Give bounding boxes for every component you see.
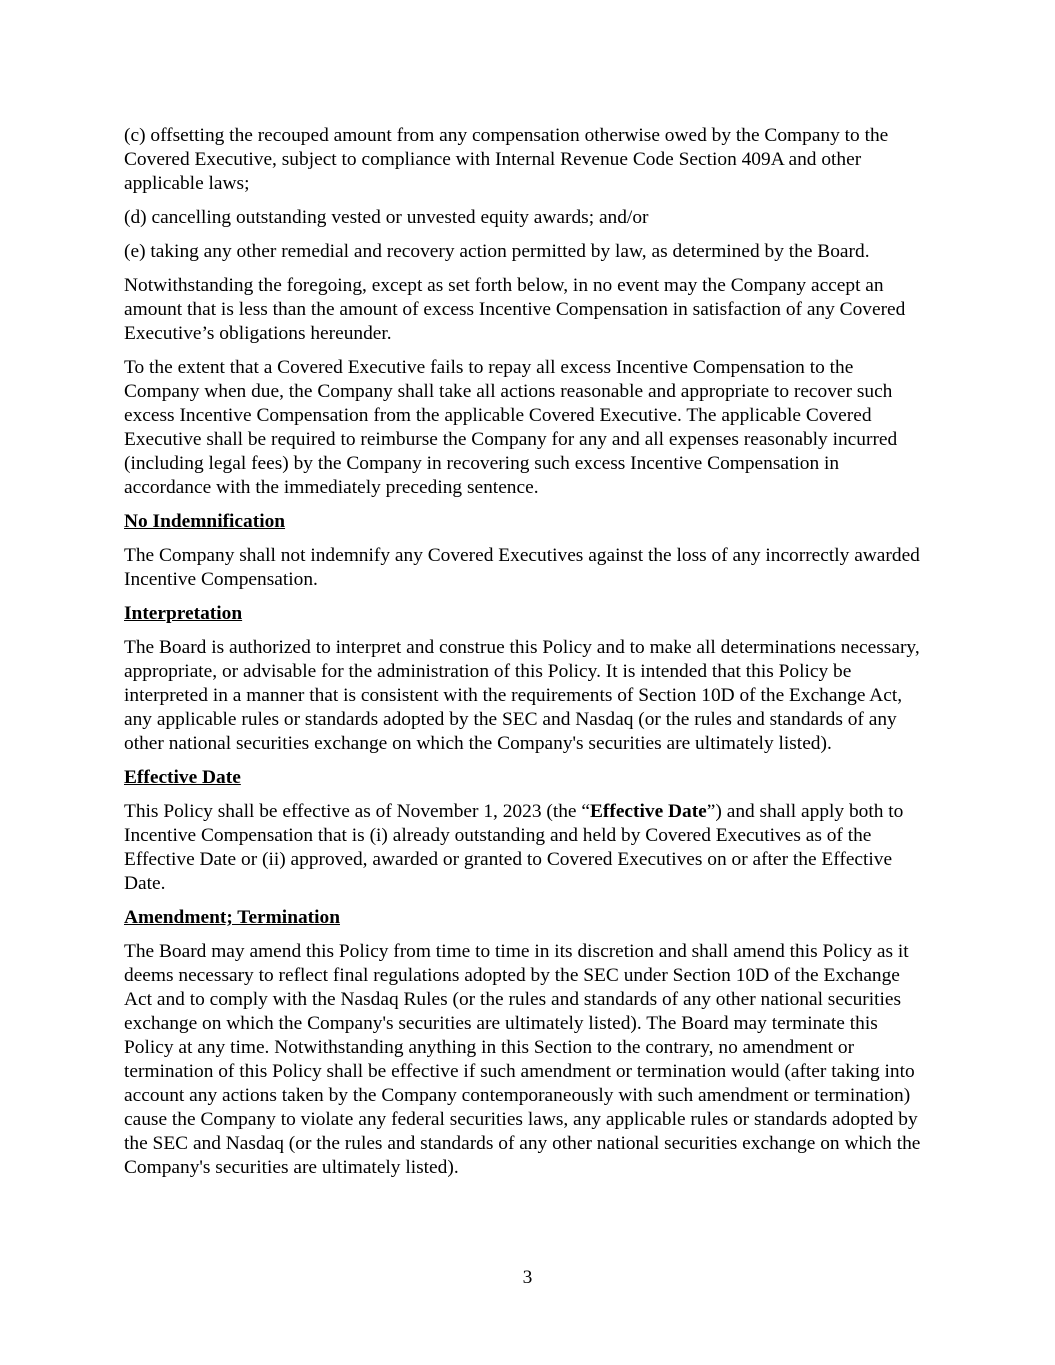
heading-effective-date: Effective Date xyxy=(124,767,241,788)
effective-date-defined-term: Effective Date xyxy=(589,801,707,822)
paragraph-notwithstanding: Notwithstanding the foregoing, except as set forth below, in no event may the Company accept an amount that is less than the amount of excess Incentive Compensation in satisfaction of any Covered Executive’s obligations hereunder. xyxy=(124,275,906,344)
paragraph-item-d: (d) cancelling outstanding vested or unvested equity awards; and/or xyxy=(124,207,649,228)
document-page xyxy=(124,124,930,1190)
paragraph-interpretation: The Board is authorized to interpret and construe this Policy and to make all determinations necessary, appropriate, or advisable for the administration of this Policy. It is intended that this Policy be interpreted in a manner that is consistent with the requirements of Section 10D of the Exchange Act, any applicable rules or standards adopted by the SEC and Nasdaq (or the rules and standards of any other national securities exchange on which the Company's securities are ultimately listed). xyxy=(124,637,920,754)
paragraph-amendment-termination: The Board may amend this Policy from time to time in its discretion and shall amend this Policy as it deems necessary to reflect final regulations adopted by the SEC under Section 10D of the Exchange Act and to comply with the Nasdaq Rules (or the rules and standards of any other national securities exchange on which the Company's securities are ultimately listed). The Board may terminate this Policy at any time. Notwithstanding anything in this Section to the contrary, no amendment or termination of this Policy shall be effective if such amendment or termination would (after taking into account any actions taken by the Company contemporaneously with such amendment or termination) cause the Company to violate any federal securities laws, any applicable rules or standards adopted by the SEC and Nasdaq (or the rules and standards of any other national securities exchange on which the Company's securities are ultimately listed). xyxy=(124,941,921,1178)
heading-no-indemnification: No Indemnification xyxy=(124,511,286,532)
paragraph-effective-date xyxy=(124,800,930,896)
effective-date-text-after: ”) and shall apply both to Incentive Compensation that is (i) already outstanding and held by Covered Executives as of the Effective Date or (ii) approved, awarded or granted to Covered Executives on or after the Effective Date. xyxy=(124,801,904,894)
heading-interpretation: Interpretation xyxy=(124,603,243,624)
paragraph-no-indemnification: The Company shall not indemnify any Covered Executives against the loss of any incorrectly awarded Incentive Compensation. xyxy=(124,545,920,590)
heading-amendment-termination: Amendment; Termination xyxy=(124,907,340,928)
paragraph-item-c: (c) offsetting the recouped amount from any compensation otherwise owed by the Company to the Covered Executive, subject to compliance with Internal Revenue Code Section 409A and other applicable laws; xyxy=(124,125,889,194)
paragraph-to-the-extent: To the extent that a Covered Executive fails to repay all excess Incentive Compensation to the Company when due, the Company shall take all actions reasonable and appropriate to recover such excess Incentive Compensation from the applicable Covered Executive. The applicable Covered Executive shall be required to reimburse the Company for any and all expenses reasonably incurred (including legal fees) by the Company in recovering such excess Incentive Compensation in accordance with the immediately preceding sentence. xyxy=(124,357,898,498)
effective-date-text-before: This Policy shall be effective as of November 1, 2023 (the “ xyxy=(124,801,590,822)
paragraph-item-e: (e) taking any other remedial and recovery action permitted by law, as determined by the Board. xyxy=(124,241,870,262)
page-number: 3 xyxy=(522,1267,533,1288)
